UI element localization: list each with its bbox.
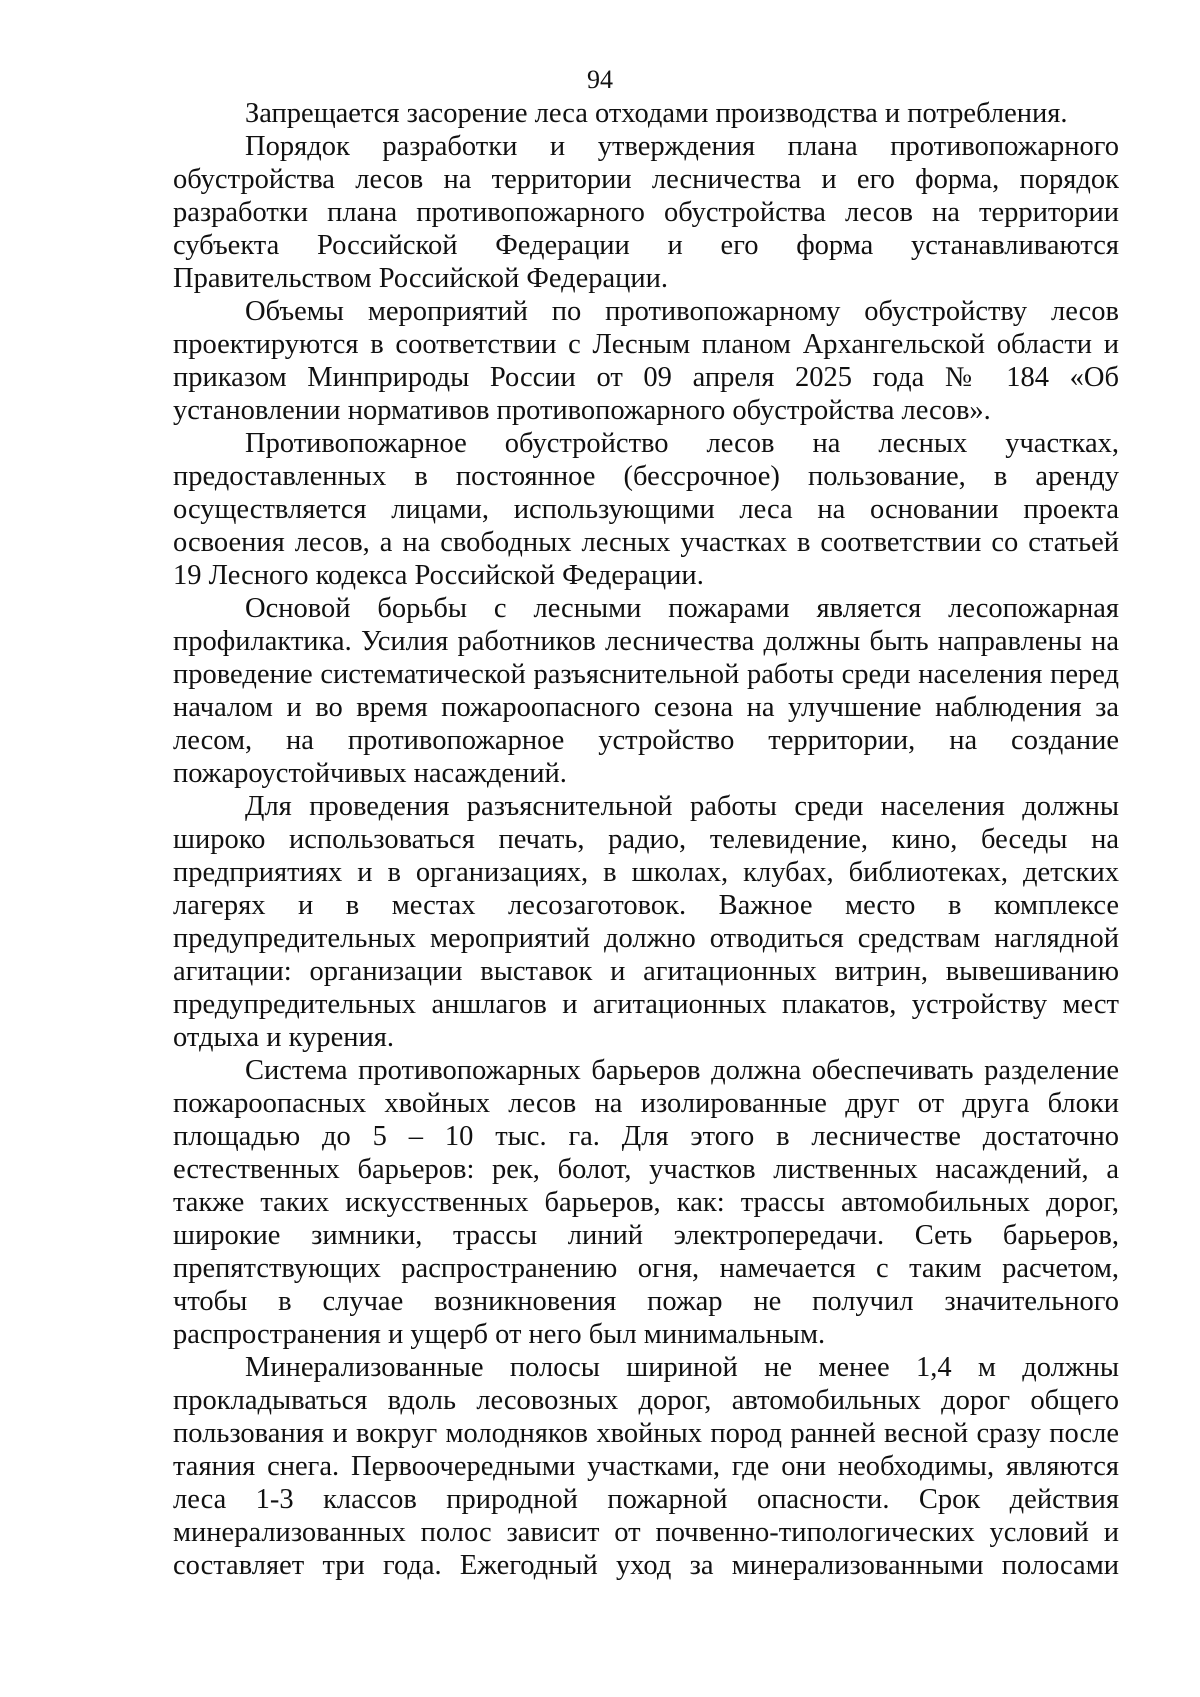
paragraph: Порядок разработки и утверждения плана противопожарного обустройства лесов на территории лесничества и его форма, порядок разработки плана противопожарного обустройства лесов на территории субъекта Российской Федерации и его форма устанавливаются Правительством Российской Федерации. <box>173 131 1119 294</box>
paragraph: Запрещается засорение леса отходами производства и потребления. <box>245 98 1068 129</box>
paragraph: Основой борьбы с лесными пожарами является лесопожарная профилактика. Усилия работников лесничества должны быть направлены на проведение систематической разъяснительной работы среди населения перед началом и во время пожароопасного сезона на улучшение наблюдения за лесом, на противопожарное устройство территории, на создание пожароустойчивых насаждений. <box>173 593 1119 789</box>
body-text <box>173 97 1119 1582</box>
paragraph: Объемы мероприятий по противопожарному обустройству лесов проектируются в соответствии с Лесным планом Архангельской области и приказом Минприроды России от 09 апреля 2025 года № 184 «Об установлении нормативов противопожарного обустройства лесов». <box>173 296 1119 426</box>
paragraph: Система противопожарных барьеров должна обеспечивать разделение пожароопасных хвойных лесов на изолированные друг от друга блоки площадью до 5 – 10 тыс. га. Для этого в лесничестве достаточно естественных барьеров: рек, болот, участков лиственных насаждений, а также таких искусственных барьеров, как: трассы автомобильных дорог, широкие зимники, трассы линий электропередачи. Сеть барьеров, препятствующих распространению огня, намечается с таким расчетом, чтобы в случае возникновения пожар не получил значительного распространения и ущерб от него был минимальным. <box>173 1055 1119 1350</box>
paragraph: Для проведения разъяснительной работы среди населения должны широко использоваться печать, радио, телевидение, кино, беседы на предприятиях и в организациях, в школах, клубах, библиотеках, детских лагерях и в местах лесозаготовок. Важное место в комплексе предупредительных мероприятий должно отводиться средствам наглядной агитации: организации выставок и агитационных витрин, вывешиванию предупредительных аншлагов и агитационных плакатов, устройству мест отдыха и курения. <box>173 791 1119 1053</box>
page-number: 94 <box>587 65 613 94</box>
paragraph: Противопожарное обустройство лесов на лесных участках, предоставленных в постоянное (бессрочное) пользование, в аренду осуществляется лицами, использующими леса на основании проекта освоения лесов, а на свободных лесных участках в соответствии со статьей 19 Лесного кодекса Российской Федерации. <box>173 428 1119 591</box>
paragraph: Минерализованные полосы шириной не менее 1,4 м должны прокладываться вдоль лесовозных дорог, автомобильных дорог общего пользования и вокруг молодняков хвойных пород ранней весной сразу после таяния снега. Первоочередными участками, где они необходимы, являются леса 1-3 классов природной пожарной опасности. Срок действия минерализованных полос зависит от почвенно-типологических условий и составляет три года. Ежегодный уход за минерализованными полосами <box>173 1352 1119 1581</box>
